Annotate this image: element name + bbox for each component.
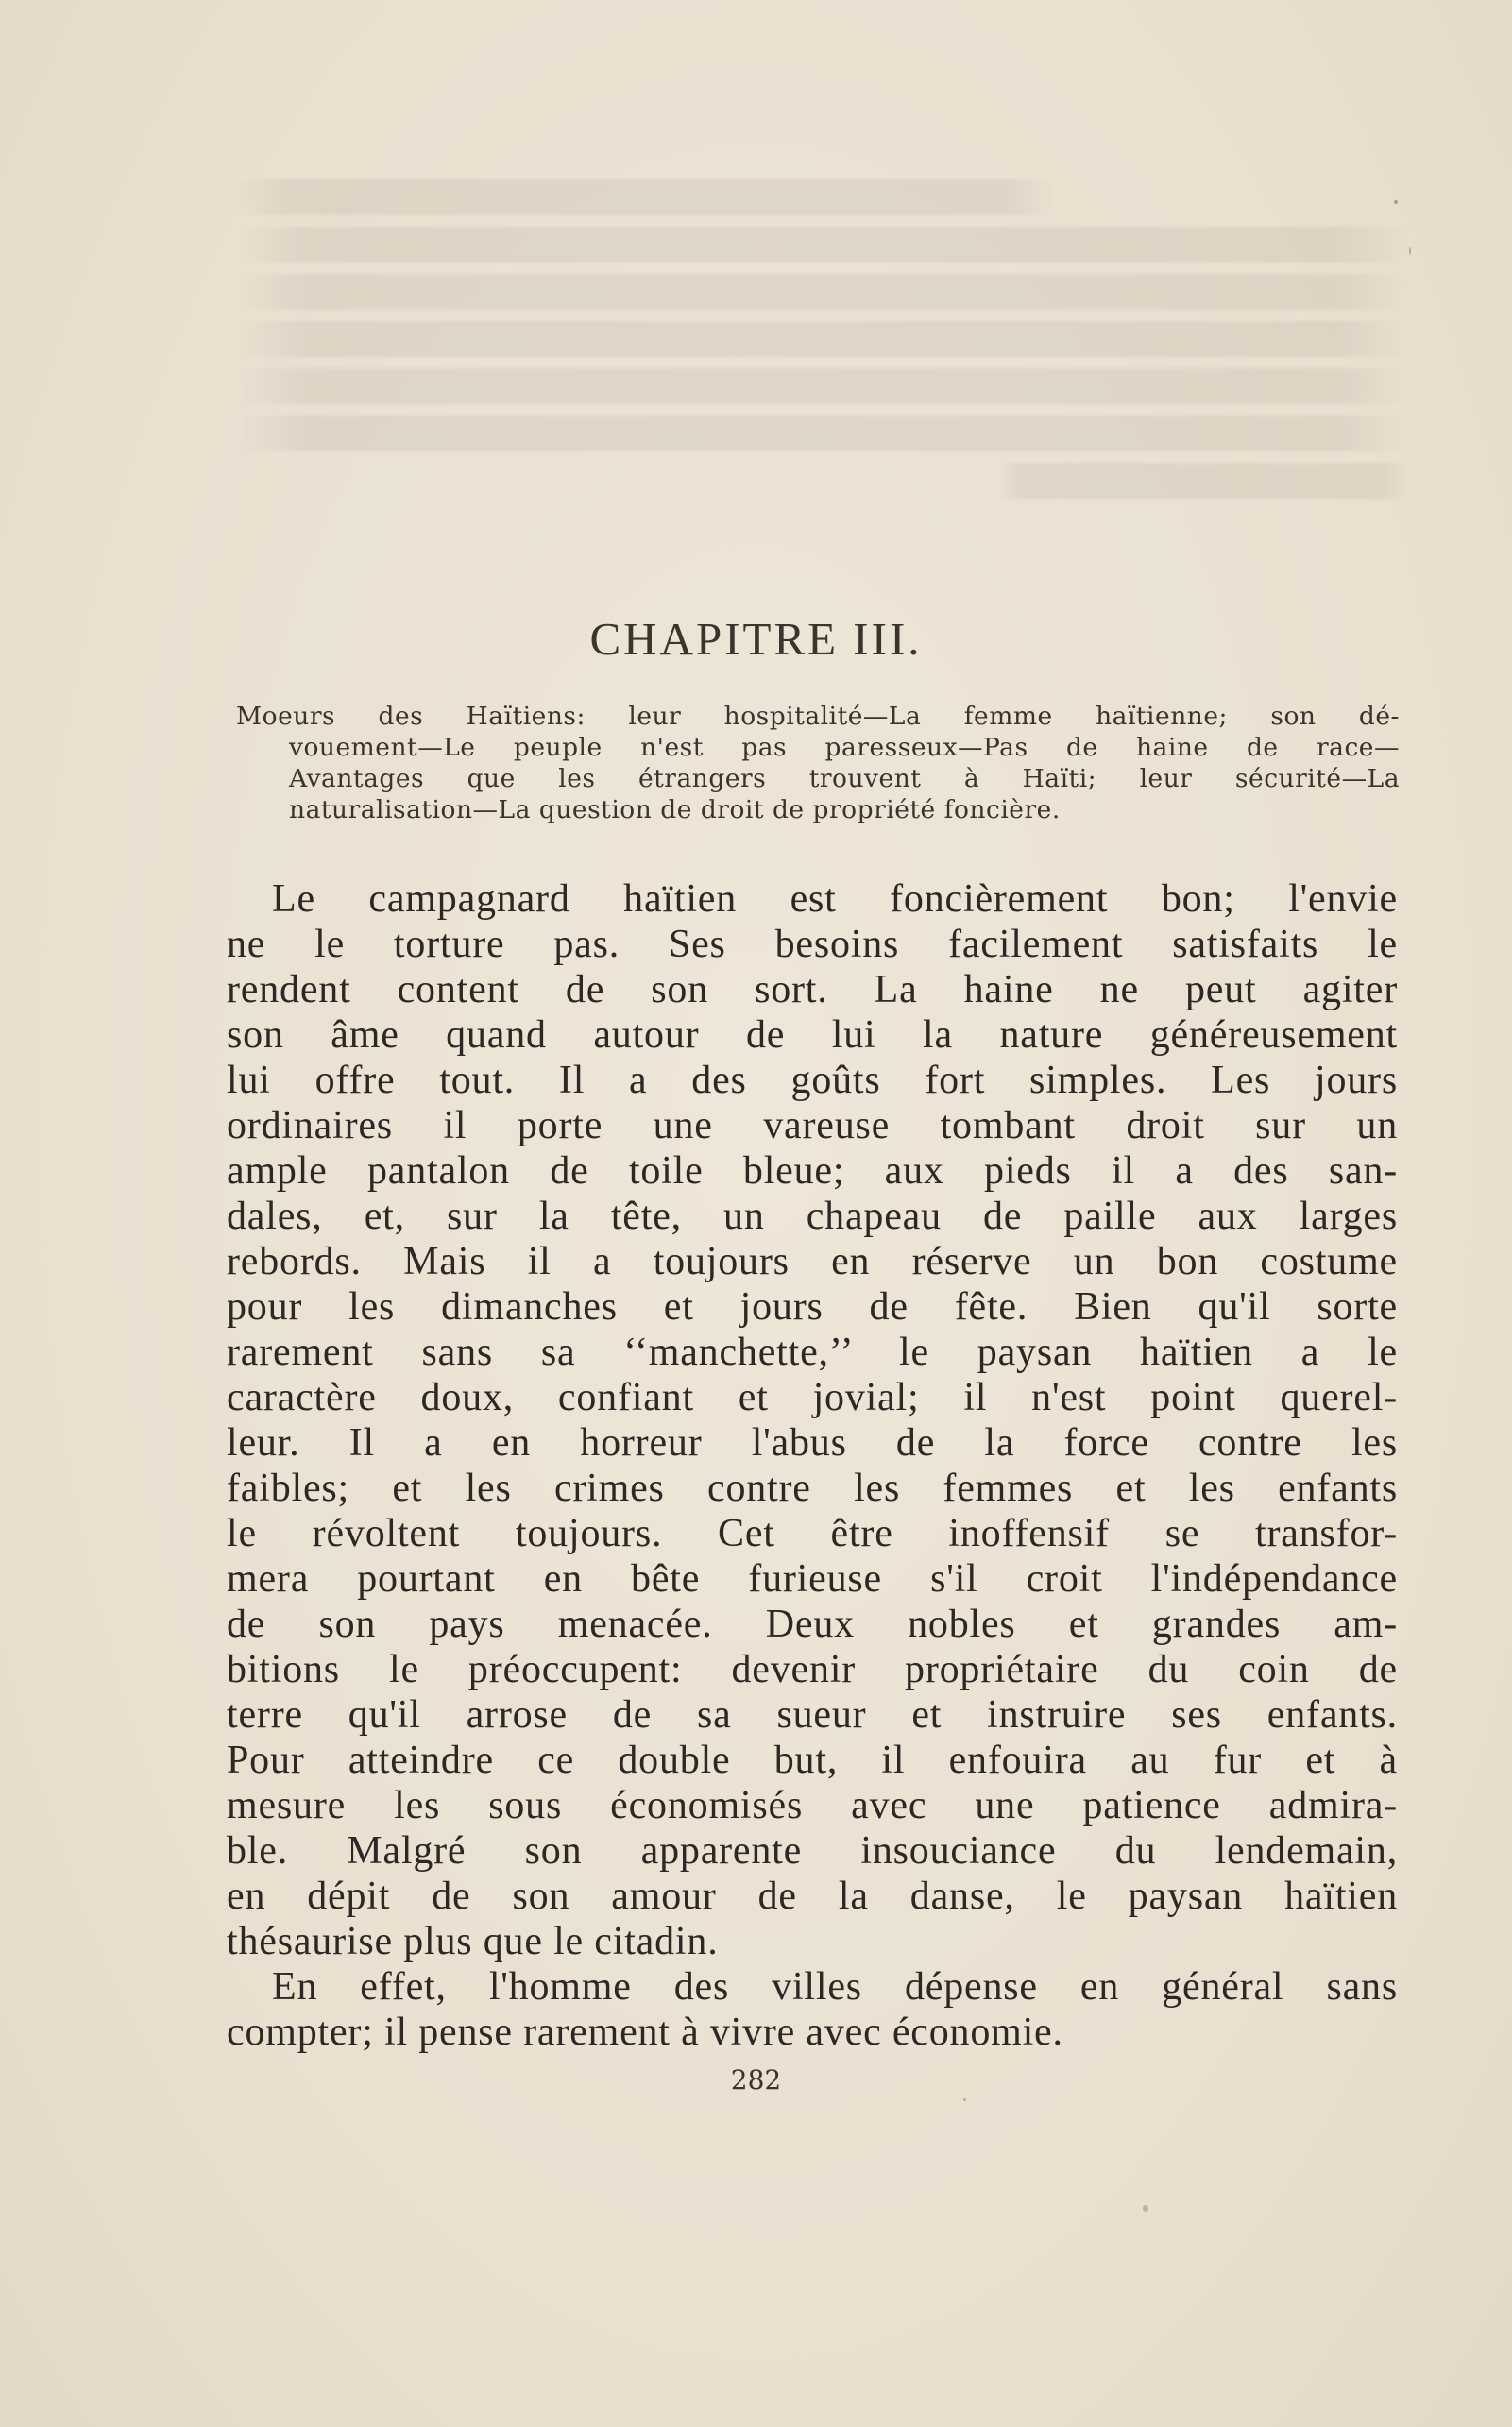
paper-speck bbox=[1409, 247, 1411, 255]
body-line: rebords. Mais il a toujours en réserve un bon costume bbox=[227, 1240, 1398, 1283]
body-line: thésaurise plus que le citadin. bbox=[227, 1920, 719, 1963]
body-line: le révoltent toujours. Cet être inoffensif se transfor- bbox=[227, 1512, 1398, 1555]
paper-speck bbox=[963, 2098, 966, 2101]
body-line: ble. Malgré son apparente insouciance du lendemain, bbox=[227, 1829, 1398, 1873]
summary-line: naturalisation—La question de droit de propriété foncière. bbox=[289, 795, 1061, 824]
body-line: rendent content de son sort. La haine ne peut agiter bbox=[227, 968, 1398, 1011]
body-line: bitions le préoccupent: devenir propriétaire du coin de bbox=[227, 1648, 1398, 1691]
body-line: ample pantalon de toile bleue; aux pieds il a des san- bbox=[227, 1149, 1398, 1193]
body-line: en dépit de son amour de la danse, le paysan haïtien bbox=[227, 1875, 1398, 1918]
body-line: son âme quand autour de lui la nature généreusement bbox=[227, 1013, 1398, 1057]
body-line: de son pays menacée. Deux nobles et grandes am- bbox=[227, 1603, 1398, 1646]
body-line: compter; il pense rarement à vivre avec économie. bbox=[227, 2011, 1063, 2054]
paper-speck bbox=[1394, 200, 1398, 204]
body-line: ne le torture pas. Ses besoins facilement satisfaits le bbox=[227, 923, 1398, 966]
body-line: Pour atteindre ce double but, il enfouira au fur et à bbox=[227, 1739, 1398, 1782]
body-line: lui offre tout. Il a des goûts fort simples. Les jours bbox=[227, 1059, 1398, 1102]
body-line: dales, et, sur la tête, un chapeau de paille aux larges bbox=[227, 1195, 1398, 1238]
page-number: 282 bbox=[730, 2064, 782, 2096]
body-line: ordinaires il porte une vareuse tombant droit sur un bbox=[227, 1104, 1398, 1147]
body-line: En effet, l'homme des villes dépense en général sans bbox=[272, 1965, 1398, 2009]
body-line: caractère doux, confiant et jovial; il n'est point querel- bbox=[227, 1376, 1398, 1419]
body-line: pour les dimanches et jours de fête. Bien qu'il sorte bbox=[227, 1285, 1398, 1329]
summary-line: Moeurs des Haïtiens: leur hospitalité—La femme haïtienne; son dé- bbox=[236, 702, 1400, 731]
body-text bbox=[227, 876, 1398, 2055]
summary-line: vouement—Le peuple n'est pas paresseux—Pas de haine de race— bbox=[289, 733, 1400, 762]
body-line: terre qu'il arrose de sa sueur et instruire ses enfants. bbox=[227, 1693, 1398, 1737]
summary-line: Avantages que les étrangers trouvent à Haïti; leur sécurité—La bbox=[289, 764, 1400, 793]
body-line: mesure les sous économisés avec une patience admira- bbox=[227, 1784, 1398, 1827]
body-line: Le campagnard haïtien est foncièrement bon; l'envie bbox=[272, 877, 1398, 921]
body-line: rarement sans sa ‘‘manchette,’’ le paysan haïtien a le bbox=[227, 1331, 1398, 1374]
body-line: leur. Il a en horreur l'abus de la force contre les bbox=[227, 1421, 1398, 1465]
show-through-bleed bbox=[236, 179, 1407, 623]
body-line: faibles; et les crimes contre les femmes et les enfants bbox=[227, 1467, 1398, 1510]
body-line: mera pourtant en bête furieuse s'il croit l'indépendance bbox=[227, 1557, 1398, 1601]
paper-speck bbox=[1143, 2205, 1148, 2212]
chapter-summary bbox=[236, 701, 1400, 825]
chapter-title: CHAPITRE III. bbox=[589, 613, 923, 665]
